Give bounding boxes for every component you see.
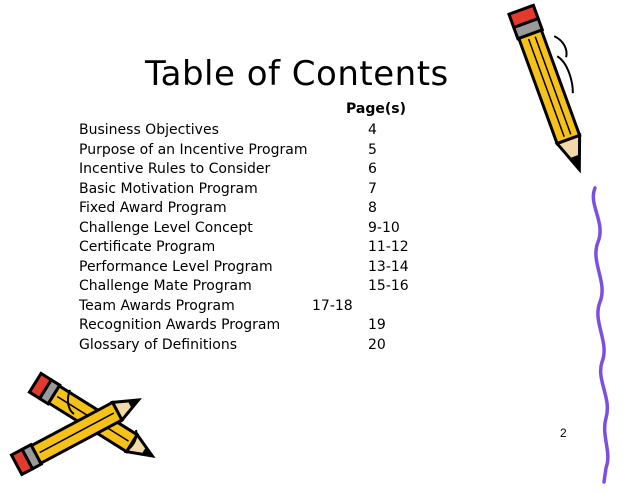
- toc-entry-pages: 11-12: [368, 239, 409, 255]
- toc-entry-label: Basic Motivation Program: [79, 180, 258, 197]
- toc-entry-pages: 13-14: [368, 258, 409, 275]
- pencil-clipart-icon: [509, 0, 606, 174]
- toc-entry-label: Performance Level Program: [79, 258, 273, 275]
- toc-entry-pages: 20: [368, 336, 386, 353]
- toc-entry-label: Challenge Level Concept: [79, 219, 253, 236]
- page-title: Table of Contents: [145, 54, 449, 94]
- toc-entry-pages: 6: [368, 161, 377, 177]
- toc-entry-label: Business Objectives: [79, 122, 219, 138]
- toc-entry-label: Glossary of Definitions: [79, 336, 237, 353]
- toc-entry-pages: 5: [368, 141, 377, 158]
- toc-entry-label: Incentive Rules to Consider: [79, 161, 271, 177]
- squiggle-line-icon: [593, 188, 607, 482]
- slide-number: 2: [560, 426, 567, 440]
- toc-entry-label: Fixed Award Program: [79, 200, 227, 216]
- crossed-pencils-clipart-icon: [11, 373, 158, 474]
- toc-entry-label: Team Awards Program: [79, 297, 235, 314]
- toc-entry-pages: 7: [368, 180, 377, 197]
- toc-entry-pages: 8: [368, 200, 377, 216]
- toc-entry-label: Recognition Awards Program: [79, 317, 281, 333]
- pages-column-header: Page(s): [346, 101, 406, 117]
- toc-entry-pages: 9-10: [368, 219, 400, 236]
- toc-entry-pages: 17-18: [312, 297, 353, 314]
- toc-entry-label: Challenge Mate Program: [79, 278, 252, 294]
- toc-entry-pages: 19: [368, 317, 386, 333]
- toc-entry-label: Purpose of an Incentive Program: [79, 141, 308, 158]
- toc-entry-pages: 4: [368, 122, 377, 138]
- toc-entry-pages: 15-16: [368, 278, 409, 294]
- toc-entry-label: Certificate Program: [79, 239, 216, 255]
